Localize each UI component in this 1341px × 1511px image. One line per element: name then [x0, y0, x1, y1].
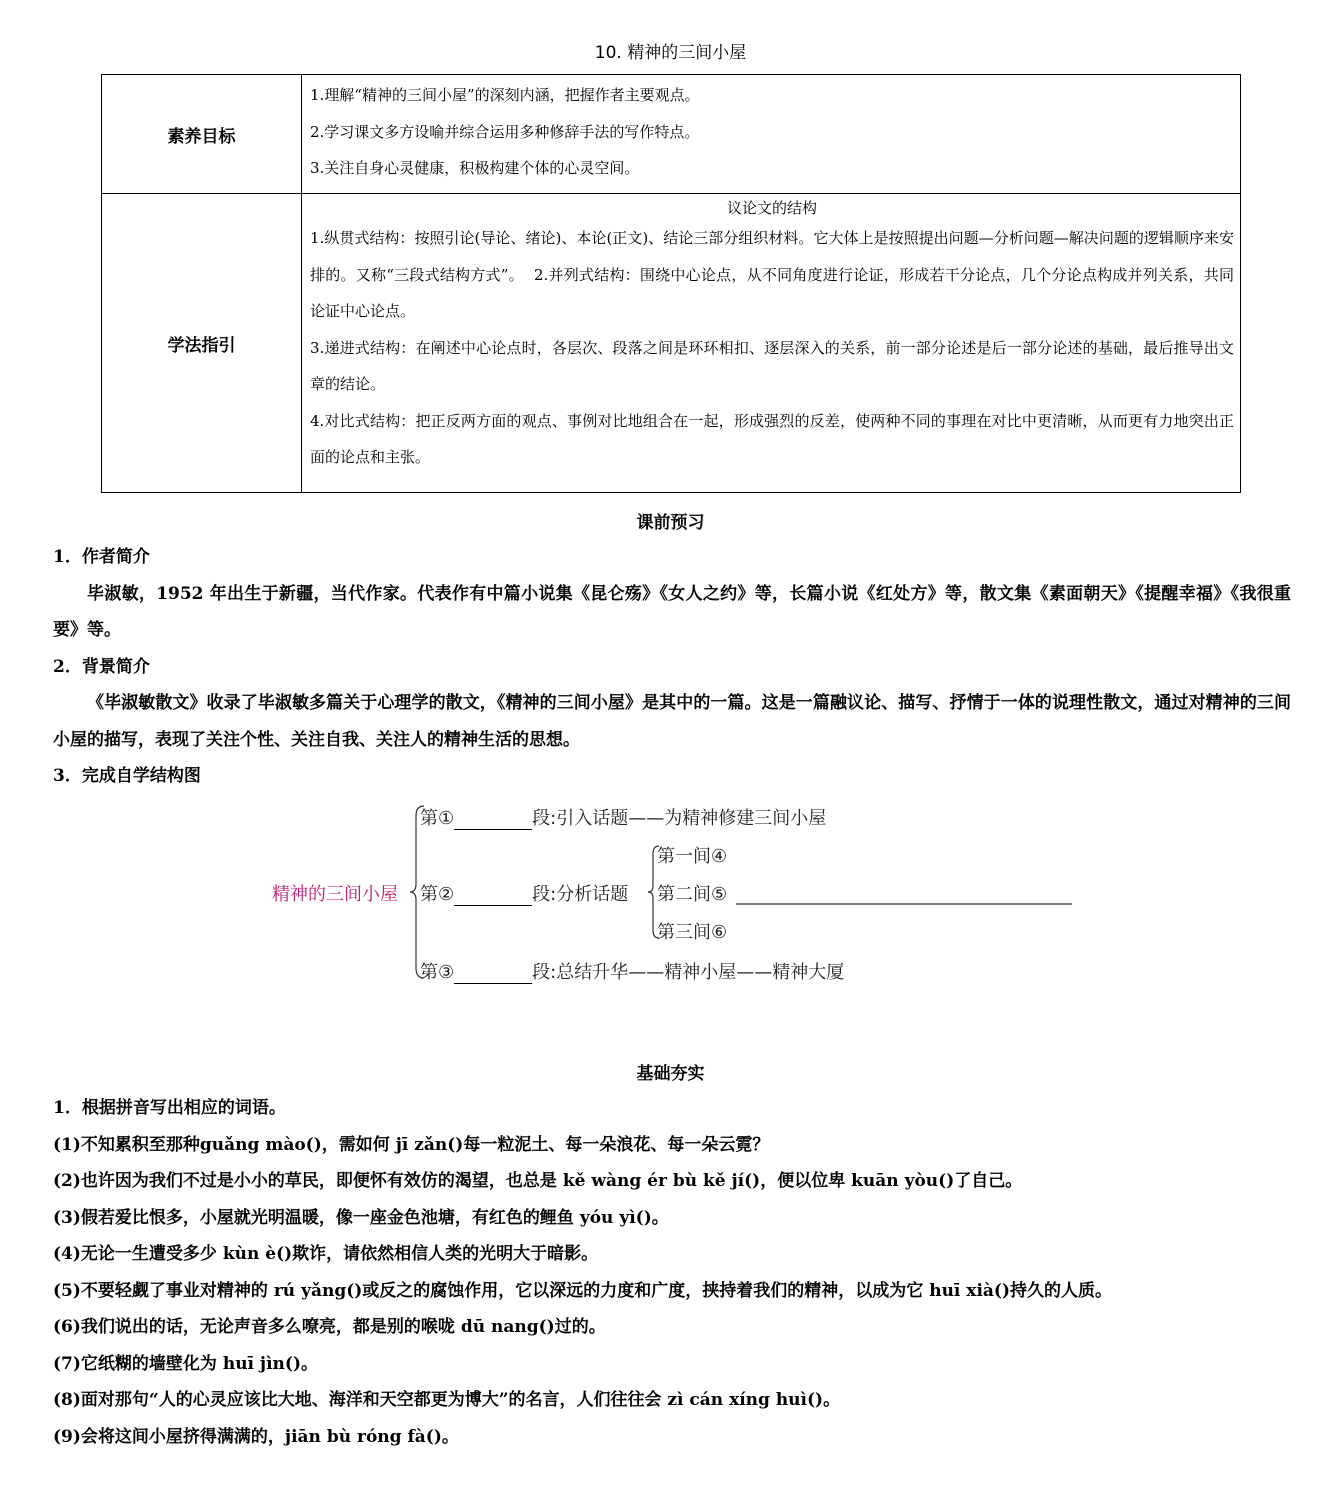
- exercise-item: (5)不要轻觑了事业对精神的 rú yǎng()或反之的腐蚀作用，它以深远的力度和广度，挟持着我们的精神，以成为它 huī xià()持久的人质。: [53, 1280, 1113, 1301]
- branch-1: [420, 804, 826, 830]
- row-header-goals: 素养目标: [102, 75, 302, 194]
- fill-blank[interactable]: [454, 885, 532, 906]
- goal-item: 3.关注自身心灵健康，积极构建个体的心灵空间。: [310, 159, 640, 177]
- exercise-item: (7)它纸糊的墙壁化为 huī jìn()。: [53, 1353, 318, 1374]
- structure-parallel: 2.并列式结构：围绕中心论点，从不同角度进行论证，形成若干分论点，几个分论点构成并列关系，共同论证中心论点。: [310, 265, 1234, 320]
- exercise-item: (8)面对那句“人的心灵应该比大地、海洋和天空都更为博大”的名言，人们往往会 zì cán xíng huì()。: [53, 1390, 841, 1410]
- exercise-item: (1)不知累积至那种guǎng mào()，需如何 jī zǎn()每一粒泥土、每一朵浪花、每一朵云霓？: [53, 1134, 770, 1155]
- branch-2-text: 段:分析话题: [532, 884, 629, 905]
- diagram-title: 3．完成自学结构图: [53, 766, 201, 786]
- basics-section: [53, 1090, 1291, 1455]
- exercise-item: (9)会将这间小屋挤得满满的，jiān bù róng fà()。: [53, 1426, 459, 1447]
- structure-vertical: 1.纵贯式结构：按照引论(导论、绪论)、本论(正文)、结论三部分组织材料。它大体上是按照提出问题—分析问题—解决问题的逻辑顺序来安排的。又称“三段式结构方式”。: [310, 229, 1234, 284]
- method-paragraph: [310, 220, 1234, 330]
- sub-branch-3: 第三间⑥: [657, 922, 728, 943]
- structure-progressive: 3.递进式结构：在阐述中心论点时，各层次、段落之间是环环相扣、逐层深入的关系，前一部分论述是后一部分论述的基础，最后推导出文章的结论。: [310, 338, 1234, 393]
- background-text: 《毕淑敏散文》收录了毕淑敏多篇关于心理学的散文，《精神的三间小屋》是其中的一篇。这是一篇融议论、描写、抒情于一体的说理性散文，通过对精神的三间小屋的描写，表现了关注个性、关注自我、关注人的精神生活的思想。: [53, 693, 1291, 750]
- table-row: [102, 75, 1241, 194]
- exercise-item: (4)无论一生遭受多少 kùn è()欺诈，请依然相信人类的光明大于暗影。: [53, 1244, 599, 1264]
- goal-item: 1.理解“精神的三间小屋”的深刻内涵，把握作者主要观点。: [310, 86, 700, 104]
- exercise-instruction: 1．根据拼音写出相应的词语。: [53, 1098, 286, 1118]
- sub-branch-2: 第二间⑤: [657, 884, 728, 905]
- branch-2: [420, 880, 628, 906]
- preview-section: [53, 539, 1291, 795]
- exercise-item: (3)假若爱比恨多，小屋就光明温暖，像一座金色池塘，有红色的鲤鱼 yóu yì()。: [53, 1207, 669, 1228]
- table-row: [102, 194, 1241, 493]
- sub-branch-1: 第一间④: [657, 846, 728, 867]
- branch-1-text: 段:引入话题——为精神修建三间小屋: [532, 808, 827, 829]
- author-title: 1．作者简介: [53, 547, 150, 567]
- fill-blank[interactable]: [454, 809, 532, 830]
- section-heading-preview: 课前预习: [636, 513, 705, 533]
- structure-diagram: [260, 796, 1100, 996]
- diagram-root: 精神的三间小屋: [272, 884, 398, 905]
- page-title: 10. 精神的三间小屋: [594, 43, 747, 63]
- method-content: [302, 194, 1241, 493]
- section-heading-basics: 基础夯实: [636, 1064, 705, 1084]
- branch-1-prefix: 第①: [420, 808, 455, 829]
- branch-3-text: 段:总结升华——精神小屋——精神大厦: [532, 962, 845, 983]
- structure-contrast: 4.对比式结构：把正反两方面的观点、事例对比地组合在一起，形成强烈的反差，使两种不同的事理在对比中更清晰，从而更有力地突出正面的论点和主张。: [310, 411, 1234, 466]
- author-text: 毕淑敏，1952 年出生于新疆，当代作家。代表作有中篇小说集《昆仑殇》《女人之约》等，长篇小说《红处方》等，散文集《素面朝天》《提醒幸福》《我很重要》等。: [53, 583, 1291, 640]
- goal-item: 2.学习课文多方设喻并综合运用多种修辞手法的写作特点。: [310, 122, 700, 141]
- branch-2-prefix: 第②: [420, 884, 455, 905]
- branch-3-prefix: 第③: [420, 962, 455, 983]
- method-subtitle: 议论文的结构: [726, 199, 817, 217]
- row-header-method: 学法指引: [102, 194, 302, 493]
- exercise-item: (6)我们说出的话，无论声音多么嘹亮，都是别的喉咙 dū nang()过的。: [53, 1317, 606, 1337]
- goals-content: [302, 75, 1241, 194]
- exercise-item: (2)也许因为我们不过是小小的草民，即便怀有效仿的渴望，也总是 kě wàng ér bù kě jí()，便以位卑 kuān yòu()了自己。: [53, 1171, 1023, 1191]
- background-title: 2．背景简介: [53, 656, 150, 677]
- goals-table: [101, 74, 1241, 493]
- branch-3: [420, 958, 844, 984]
- fill-blank[interactable]: [454, 963, 532, 984]
